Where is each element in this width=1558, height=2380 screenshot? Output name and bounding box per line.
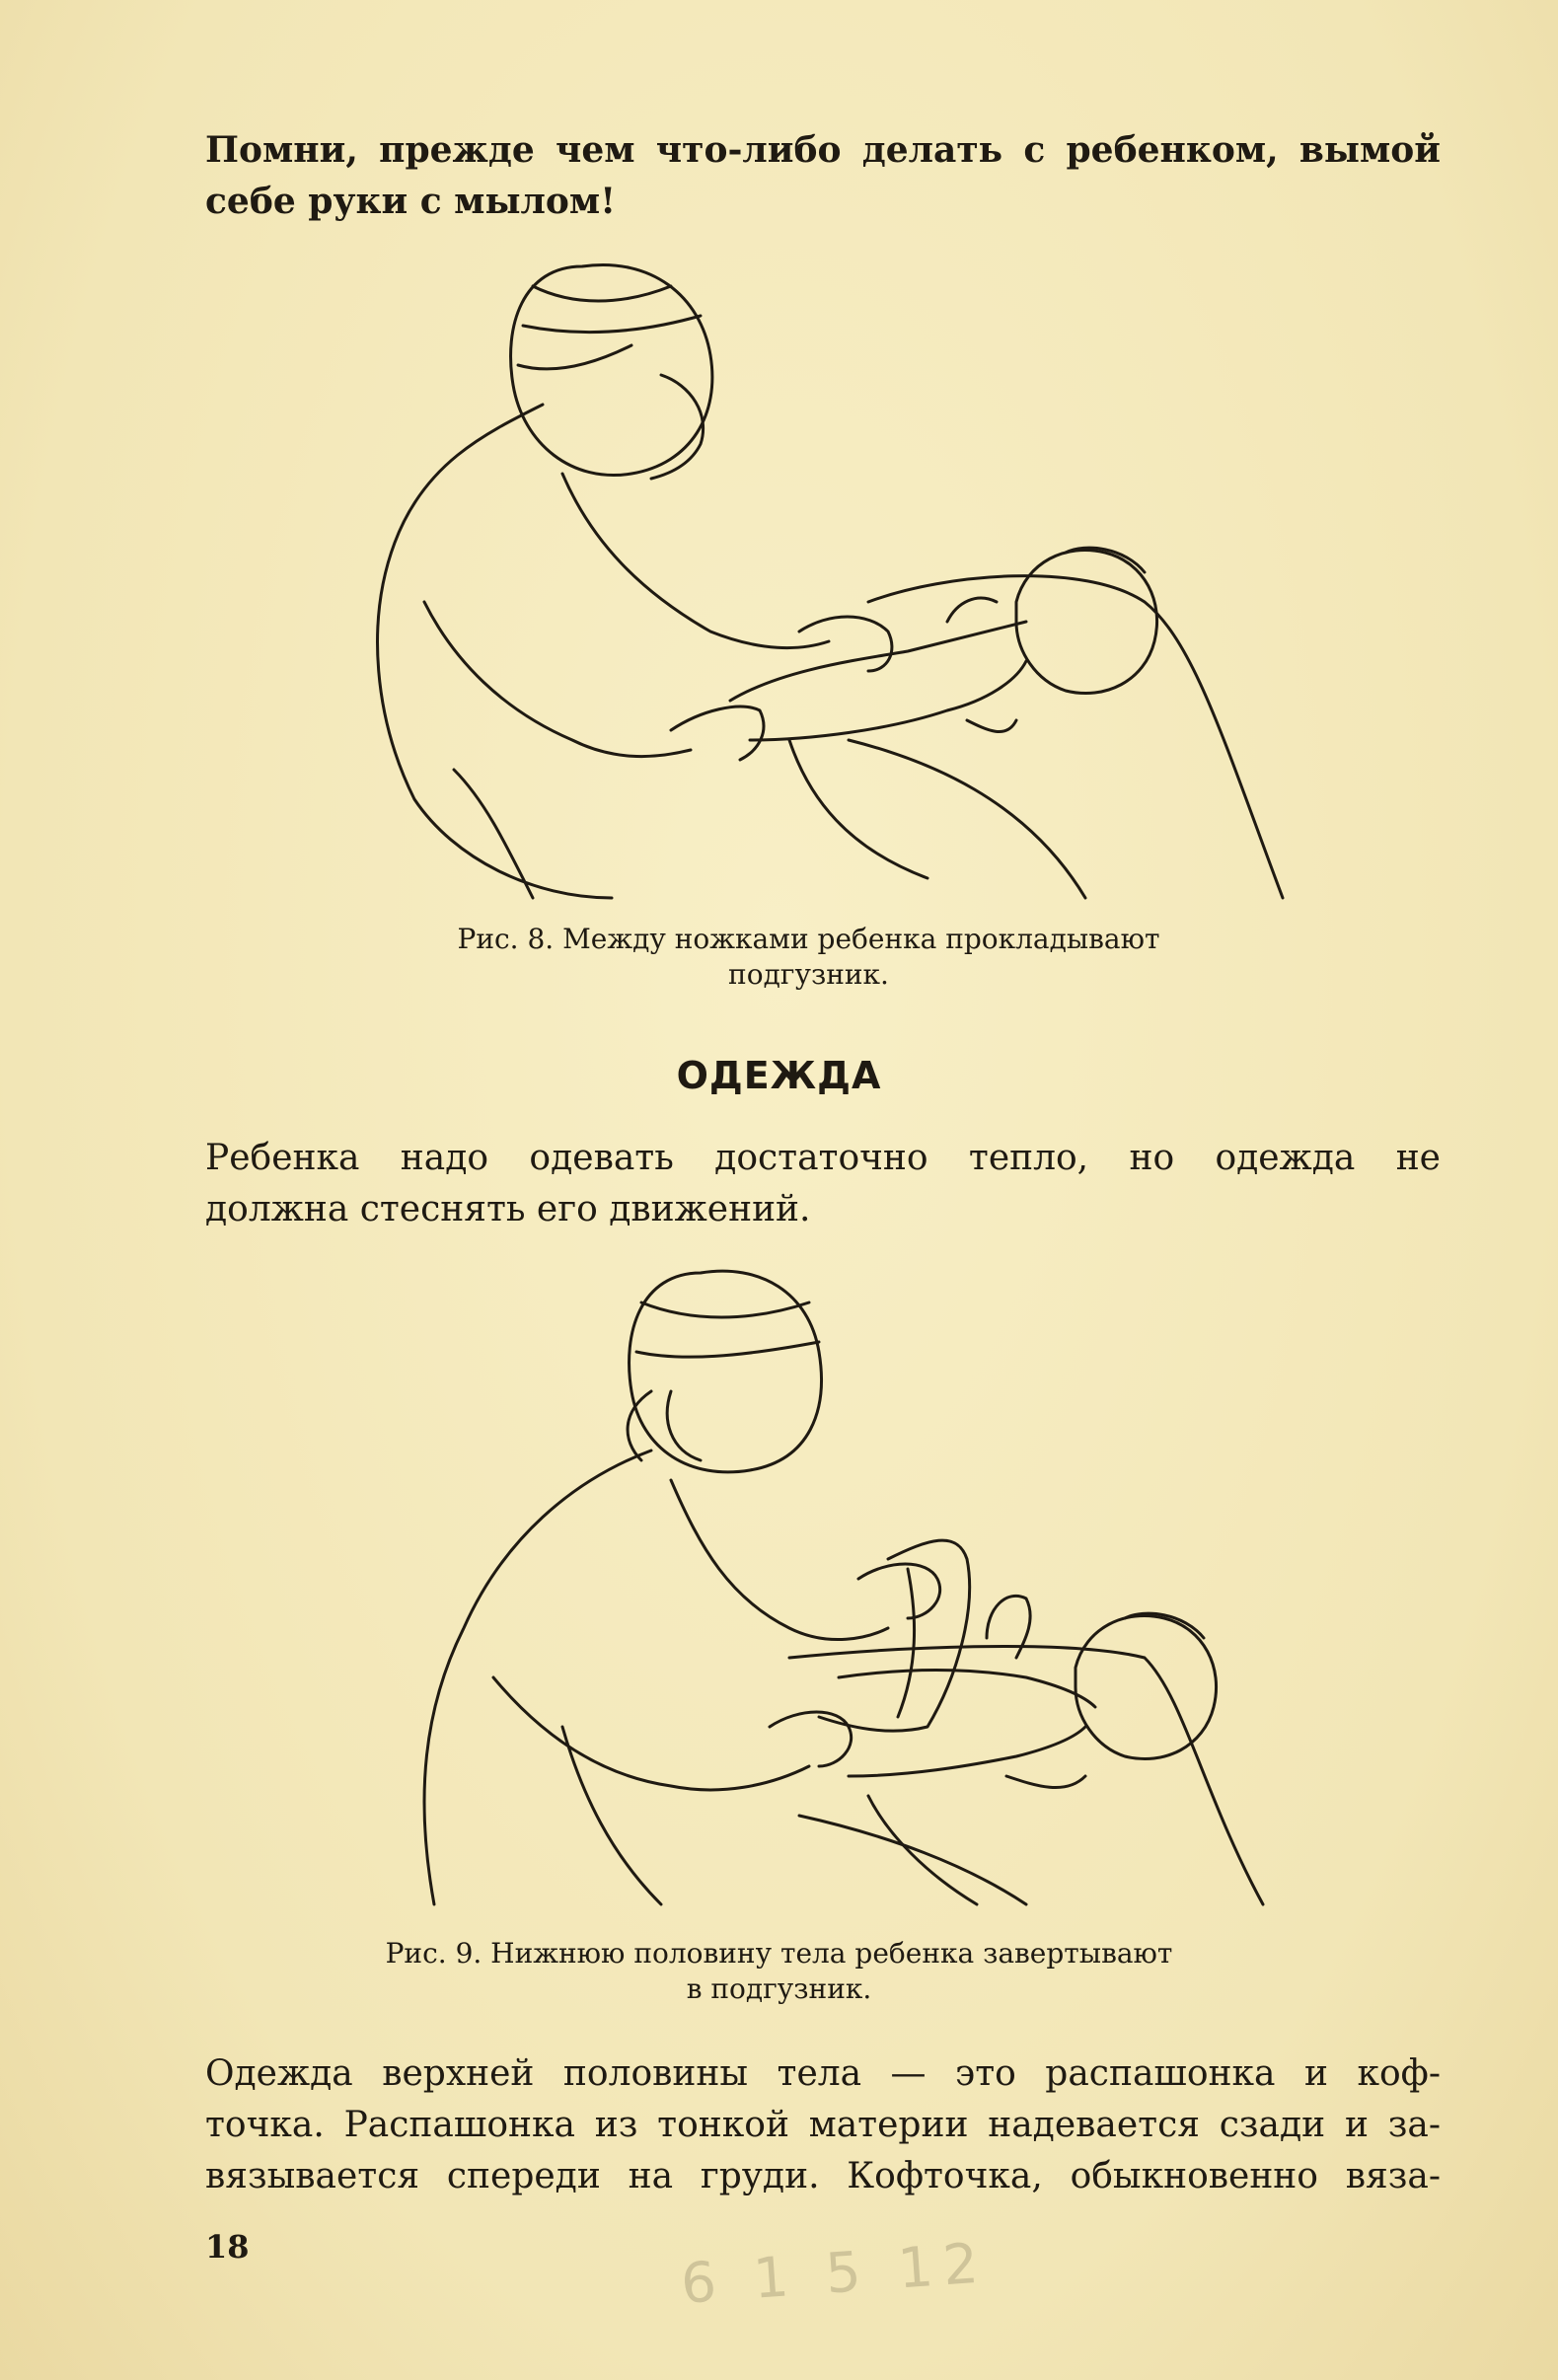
clothing-line-2: должна стеснять его движений. — [205, 1189, 811, 1229]
intro-line-1: Помни, прежде чем что-либо делать с ребенком, вымой — [205, 129, 1441, 171]
figure-8-caption-line-1: Рис. 8. Между ножками ребенка прокладывают — [457, 923, 1160, 955]
body-line-1: Одежда верхней половины тела — это распашонка и коф- — [205, 2053, 1441, 2094]
faded-stamp: 6 1 5 12 — [679, 2231, 991, 2317]
body-paragraph — [205, 2048, 1441, 2202]
figure-9-illustration — [375, 1263, 1283, 1914]
page-number: 18 — [205, 2228, 250, 2266]
figure-8-caption — [30, 922, 1558, 993]
body-line-3: вязывается спереди на груди. Кофточка, обыкновенно вяза- — [205, 2156, 1441, 2196]
intro-paragraph — [205, 124, 1441, 227]
figure-8-illustration — [335, 247, 1302, 908]
figure-9-caption-line-2: в подгузник. — [686, 1972, 872, 2005]
intro-line-2: себе руки с мылом! — [205, 181, 617, 222]
body-line-2: точка. Распашонка из тонкой материи надевается сзади и за- — [205, 2105, 1441, 2145]
section-heading: ОДЕЖДА — [676, 1054, 882, 1097]
figure-9-caption — [0, 1936, 1558, 2007]
clothing-paragraph — [205, 1133, 1441, 1235]
figure-8-caption-line-2: подгузник. — [728, 958, 889, 991]
figure-9-caption-line-1: Рис. 9. Нижнюю половину тела ребенка завертывают — [385, 1937, 1173, 1970]
clothing-line-1: Ребенка надо одевать достаточно тепло, но одежда не — [205, 1138, 1441, 1178]
